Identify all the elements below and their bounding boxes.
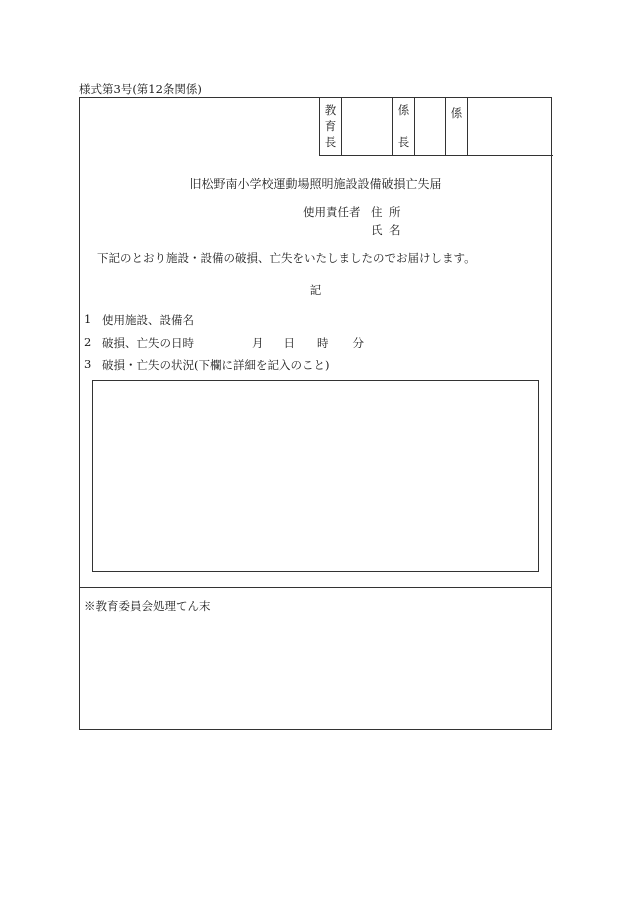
form-frame [79,97,552,730]
form-title: 旧松野南小学校運動場照明施設設備破損亡失届 [189,177,442,191]
approval-label-superintendent: 教 育 長 [320,97,342,155]
ki-heading: 記 [309,283,322,297]
applicant-block [303,203,407,239]
applicant-name-row: 氏 名 [371,223,401,237]
applicant-role: 使用責任者 [303,205,361,219]
item-facility-name: 1 使用施設、設備名 [84,312,194,327]
applicant-address-row: 使用責任者 住 所 [303,205,401,219]
approval-box-staff[interactable] [468,97,518,155]
approval-label-staff: 係 [446,97,468,155]
intro-statement: 下記のとおり施設・設備の破損、亡失をいたしましたのでお届けします。 [97,251,476,265]
item-datetime: 2 破損、亡失の日時 月 日 時 分 [84,335,364,350]
section-divider [80,587,551,588]
board-processing-note: ※教育委員会処理てん末 [84,599,211,613]
approval-stamp-table [319,97,553,156]
form-number: 様式第3号(第12条関係) [79,82,202,96]
situation-detail-field[interactable] [92,380,539,572]
approval-box-section-chief[interactable] [415,97,446,155]
item-situation: 3 破損・亡失の状況(下欄に詳細を記入のこと) [84,357,330,372]
approval-box-superintendent[interactable] [342,97,393,155]
approval-label-section-chief: 係 長 [393,97,415,155]
